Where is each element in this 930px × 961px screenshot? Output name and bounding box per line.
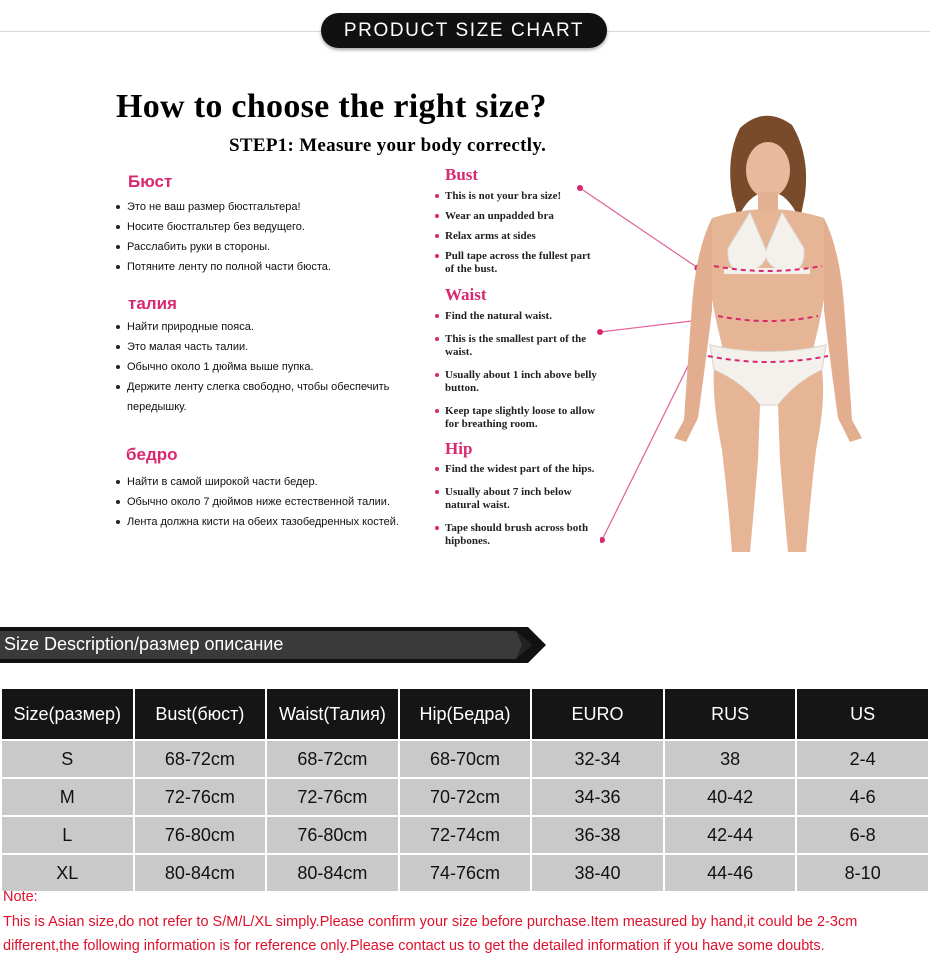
list-item: Usually about 7 inch below natural waist. — [435, 486, 600, 512]
list-item: Носите бюстгальтер без ведущего. — [114, 217, 427, 237]
column-header-euro: EURO — [532, 689, 663, 741]
ru-waist-list — [114, 317, 427, 417]
list-item: Обычно около 7 дюймов ниже естественной талии. — [114, 492, 427, 512]
table-cell: M — [2, 779, 133, 817]
list-item: Расслабить руки в стороны. — [114, 237, 427, 257]
table-cell: 4-6 — [797, 779, 928, 817]
page-title: How to choose the right size? — [116, 88, 547, 125]
table-cell: 68-72cm — [267, 741, 398, 779]
table-cell: 76-80cm — [135, 817, 266, 855]
table-cell: L — [2, 817, 133, 855]
ru-bust-title: Бюст — [128, 172, 173, 191]
column-header-size: Size(размер) — [2, 689, 133, 741]
column-header-rus: RUS — [665, 689, 796, 741]
page-subtitle: STEP1: Measure your body correctly. — [229, 135, 547, 156]
table-cell: 36-38 — [532, 817, 663, 855]
note-line-2: different,the following information is for reference only.Please contact us to get the detailed information if you have some doubts. — [3, 938, 825, 954]
section-title: Size Description/размер описание — [4, 634, 284, 654]
list-item: Usually about 1 inch above belly button. — [435, 369, 600, 395]
list-item: Лента должна кисти на обеих тазобедренных костей. — [114, 512, 437, 532]
table-cell: 72-76cm — [135, 779, 266, 817]
list-item: Wear an unpadded bra — [435, 210, 600, 223]
list-item: Это не ваш размер бюстгальтера! — [114, 197, 427, 217]
table-cell: 76-80cm — [267, 817, 398, 855]
en-bust-title: Bust — [445, 165, 479, 184]
table-cell: 44-46 — [665, 855, 796, 893]
table-cell: 34-36 — [532, 779, 663, 817]
table-cell: 74-76cm — [400, 855, 531, 893]
list-item: Потяните ленту по полной части бюста. — [114, 257, 427, 277]
list-item: Relax arms at sides — [435, 230, 600, 243]
table-cell: 68-72cm — [135, 741, 266, 779]
list-item: Find the natural waist. — [435, 310, 600, 323]
table-row — [2, 779, 928, 817]
list-item: Найти природные пояса. — [114, 317, 427, 337]
column-header-hip: Hip(Бедра) — [400, 689, 531, 741]
list-item: Pull tape across the fullest part of the bust. — [435, 250, 600, 276]
column-header-bust: Bust(бюст) — [135, 689, 266, 741]
table-cell: 72-74cm — [400, 817, 531, 855]
column-header-waist: Waist(Талия) — [267, 689, 398, 741]
table-cell: XL — [2, 855, 133, 893]
table-row — [2, 817, 928, 855]
column-header-us: US — [797, 689, 928, 741]
list-item: Обычно около 1 дюйма выше пупка. — [114, 357, 427, 377]
list-item: Find the widest part of the hips. — [435, 463, 600, 476]
list-item: Найти в самой широкой части бедер. — [114, 472, 427, 492]
list-item: This is not your bra size! — [435, 190, 600, 203]
table-cell: 80-84cm — [135, 855, 266, 893]
table-cell: 38-40 — [532, 855, 663, 893]
list-item: Keep tape slightly loose to allow for breathing room. — [435, 405, 600, 431]
table-cell: 40-42 — [665, 779, 796, 817]
ru-hip-list — [114, 472, 437, 532]
en-hip-title: Hip — [445, 439, 473, 458]
table-cell: 72-76cm — [267, 779, 398, 817]
table-row — [2, 741, 928, 779]
table-cell: 2-4 — [797, 741, 928, 779]
en-hip-list — [435, 463, 600, 555]
note-line-1: This is Asian size,do not refer to S/M/L/XL simply.Please confirm your size before purchase.Item measured by hand,it could be 2-3cm — [3, 914, 858, 930]
table-cell: 38 — [665, 741, 796, 779]
table-cell: 80-84cm — [267, 855, 398, 893]
table-cell: 6-8 — [797, 817, 928, 855]
list-item: Это малая часть талии. — [114, 337, 427, 357]
table-cell: 42-44 — [665, 817, 796, 855]
en-waist-title: Waist — [445, 285, 487, 304]
size-chart-banner: PRODUCT SIZE CHART — [321, 13, 607, 48]
table-header-row — [2, 689, 928, 741]
ru-hip-title: бедро — [126, 445, 178, 464]
ru-bust-list — [114, 197, 427, 277]
table-cell: 68-70cm — [400, 741, 531, 779]
note-label: Note: — [3, 889, 38, 905]
table-cell: 8-10 — [797, 855, 928, 893]
table-cell: 70-72cm — [400, 779, 531, 817]
ru-waist-title: талия — [128, 294, 177, 313]
size-table — [0, 689, 930, 893]
table-cell: 32-34 — [532, 741, 663, 779]
table-cell: S — [2, 741, 133, 779]
model-figure — [600, 100, 930, 562]
list-item: Tape should brush across both hipbones. — [435, 522, 600, 548]
table-row — [2, 855, 928, 893]
list-item: This is the smallest part of the waist. — [435, 333, 600, 359]
list-item: Держите ленту слегка свободно, чтобы обеспечить передышку. — [114, 377, 417, 417]
